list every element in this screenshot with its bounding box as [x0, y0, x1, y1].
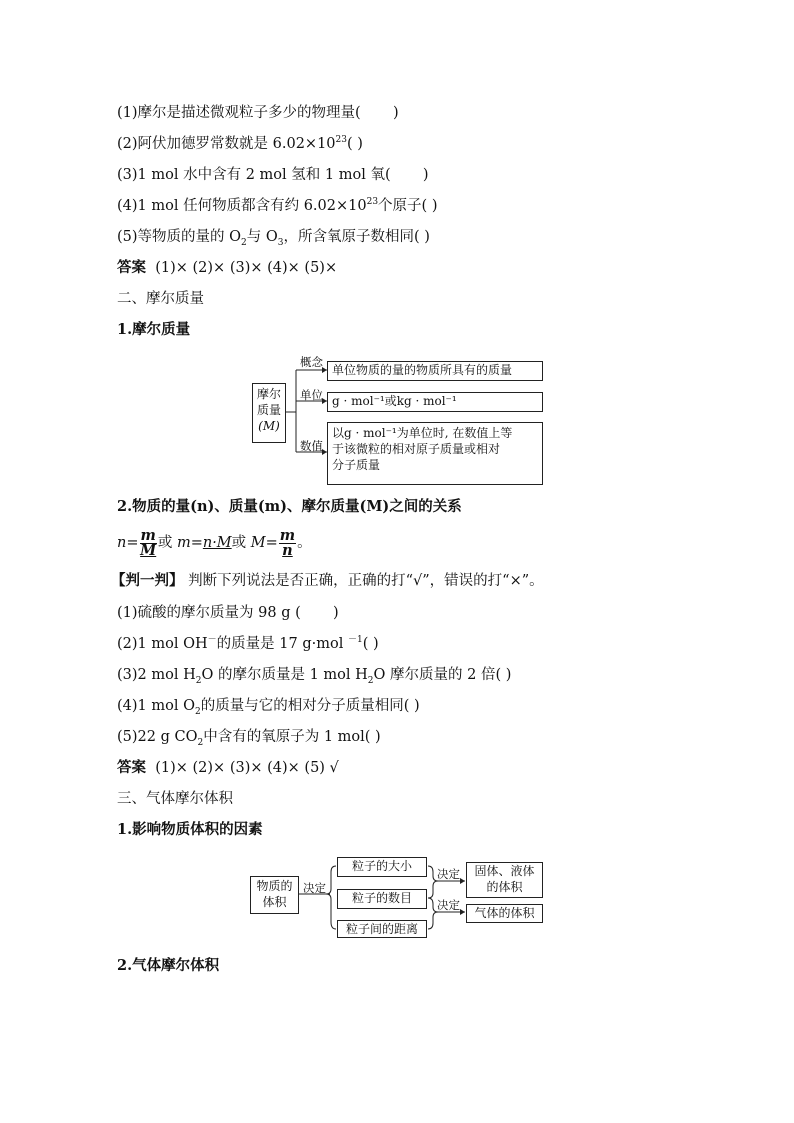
subheading-relation: 2.物质的量(n)、质量(m)、摩尔质量(M)之间的关系 [117, 498, 462, 515]
section-heading-molar-mass: 二、摩尔质量 [117, 291, 204, 307]
molar-mass-root-box: 摩尔 质量 (M) [252, 383, 286, 443]
judge-instruction: 【判一判】 判断下列说法是否正确，正确的打“√”，错误的打“×”。 [111, 572, 544, 589]
result-gas-box: 气体的体积 [466, 904, 543, 923]
question-1: (1)摩尔是描述微观粒子多少的物理量( ) [117, 105, 399, 121]
question-5: (5)等物质的量的 $O_2$与 $O_3$，所含氧原子数相同( ) [117, 229, 430, 248]
label-decide-2: 决定 [437, 867, 460, 881]
judge-question-1: (1)硫酸的摩尔质量为 98 g ( ) [117, 605, 339, 621]
question-2: (2)阿伏加德罗常数就是 $6.02\times 10^{23}$( ) [117, 135, 363, 152]
judge-question-3: (3)2 mol $H_2O$ 的摩尔质量是 1 mol $H_2O$ 摩尔质量的 2 倍( ) [117, 667, 512, 686]
answer-2: 答案 (1)× (2)× (3)× (4)× (5) √ [117, 759, 339, 776]
subheading-factors: 1.影响物质体积的因素 [117, 821, 263, 838]
concept-box: 单位物质的量的物质所具有的质量 [327, 361, 543, 381]
factor-count-box: 粒子的数目 [337, 889, 427, 909]
factor-distance-box: 粒子间的距离 [337, 920, 427, 938]
label-concept: 概念 [300, 355, 323, 369]
subheading-molar-mass: 1.摩尔质量 [117, 321, 191, 338]
unit-box: g · mol⁻¹或kg · mol⁻¹ [327, 392, 543, 412]
label-decide-1: 决定 [303, 881, 326, 895]
answer-1: 答案 (1)× (2)× (3)× (4)× (5)× [117, 259, 338, 276]
label-value: 数值 [300, 439, 323, 453]
formula-line: n= $\frac{m}{M}$ 或 m=n·M或 M= $\frac{m}{n}$ 。 [117, 526, 312, 559]
factor-size-box: 粒子的大小 [337, 857, 427, 877]
volume-root-box: 物质的 体积 [250, 876, 299, 914]
question-4: (4)1 mol 任何物质都含有约 $6.02\times 10^{23}$个原子( ) [117, 197, 438, 214]
label-decide-3: 决定 [437, 898, 460, 912]
value-box: 以g · mol⁻¹为单位时, 在数值上等 于该微粒的相对原子质量或相对 分子质量 [327, 422, 543, 485]
judge-question-4: (4)1 mol $O_2$的质量与它的相对分子质量相同( ) [117, 698, 420, 717]
judge-question-2: (2)1 mol OH－的质量是 17 g·mol $^{-1}$( ) [117, 635, 379, 652]
question-3: (3)1 mol 水中含有 2 mol 氢和 1 mol 氧( ) [117, 167, 429, 183]
subheading-gas-molar-volume: 2.气体摩尔体积 [117, 957, 220, 974]
section-heading-gas-volume: 三、气体摩尔体积 [117, 791, 233, 807]
judge-question-5: (5)22 g $CO_2$中含有的氧原子为 1 mol( ) [117, 729, 381, 748]
result-solid-liquid-box: 固体、液体 的体积 [466, 862, 543, 898]
label-unit: 单位 [300, 388, 323, 402]
